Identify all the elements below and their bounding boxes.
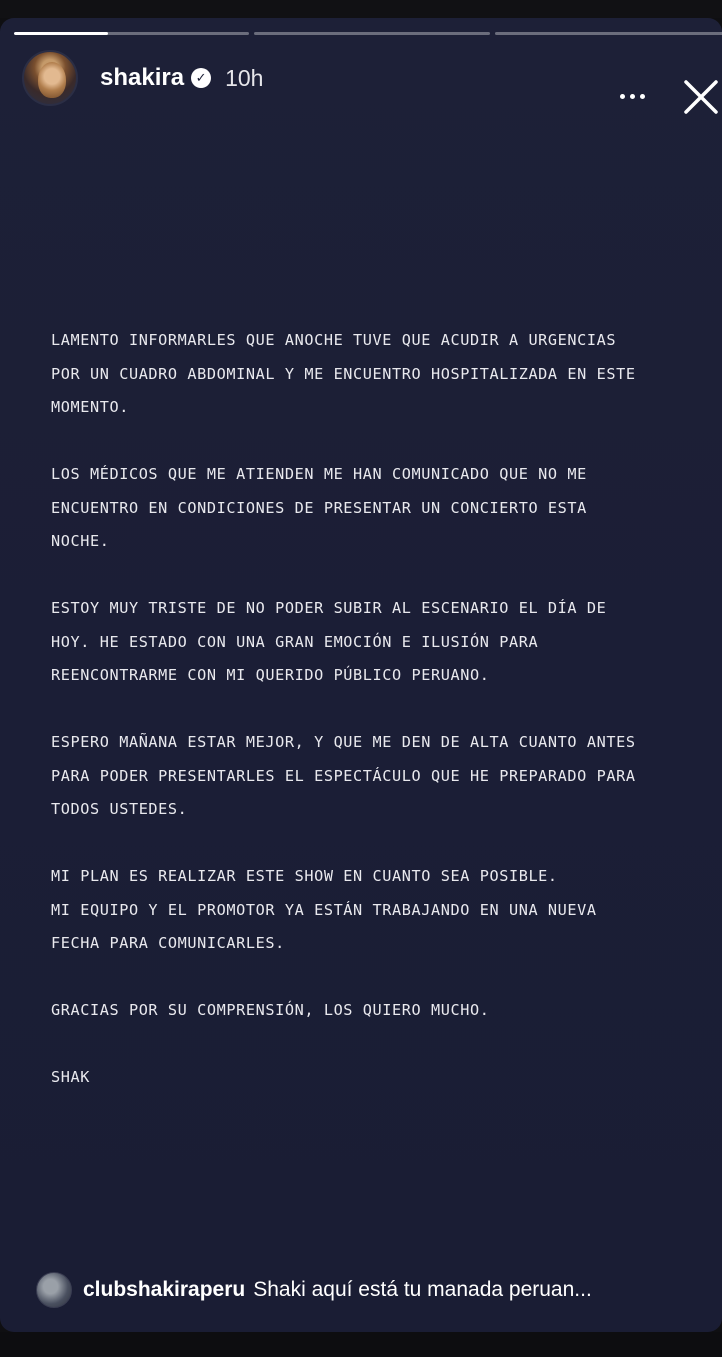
dot-icon xyxy=(620,94,625,99)
message-line: MI EQUIPO Y EL PROMOTOR YA ESTÁN TRABAJANDO EN UNA NUEVA xyxy=(51,900,597,919)
more-options-button[interactable] xyxy=(612,78,652,114)
message-line: NOCHE. xyxy=(51,532,110,550)
message-line: SHAK xyxy=(51,1068,90,1086)
reply-text: Shaki aquí está tu manada peruan... xyxy=(253,1278,592,1301)
message-line: ESPERO MAÑANA ESTAR MEJOR, Y QUE ME DEN DE ALTA CUANTO ANTES xyxy=(51,733,636,751)
message-line: PARA PODER PRESENTARLES EL ESPECTÁCULO QUE HE PREPARADO PARA xyxy=(51,766,636,785)
dot-icon xyxy=(640,94,645,99)
message-line: HOY. HE ESTADO CON UNA GRAN EMOCIÓN E ILUSIÓN PARA xyxy=(51,632,539,651)
reply-username[interactable]: clubshakiraperu xyxy=(83,1278,246,1301)
story-progress-bar xyxy=(14,32,722,36)
status-area xyxy=(0,0,722,18)
message-line: LOS MÉDICOS QUE ME ATIENDEN ME HAN COMUNICADO QUE NO ME xyxy=(51,465,587,483)
message-line: REENCONTRARME CON MI QUERIDO PÚBLICO PERUANO. xyxy=(51,666,490,684)
message-paragraph xyxy=(51,324,716,425)
message-paragraph xyxy=(51,994,716,1028)
bottom-bar xyxy=(0,1332,722,1357)
message-line: TODOS USTEDES. xyxy=(51,800,188,818)
message-line: MI PLAN ES REALIZAR ESTE SHOW EN CUANTO SEA POSIBLE. xyxy=(51,867,558,885)
message-paragraph xyxy=(51,860,716,961)
message-paragraph xyxy=(51,592,716,693)
message-paragraph xyxy=(51,1061,716,1095)
dot-icon xyxy=(630,94,635,99)
message-line: ENCUENTRO EN CONDICIONES DE PRESENTAR UN CONCIERTO ESTA xyxy=(51,498,587,517)
progress-segment xyxy=(495,32,722,35)
message-line: POR UN CUADRO ABDOMINAL Y ME ENCUENTRO HOSPITALIZADA EN ESTE xyxy=(51,364,636,383)
post-time: 10h xyxy=(225,64,264,91)
message-paragraph xyxy=(51,458,716,559)
story-viewer[interactable] xyxy=(0,18,722,1332)
progress-segment xyxy=(254,32,489,35)
progress-fill xyxy=(14,32,108,35)
close-button[interactable] xyxy=(680,76,722,118)
message-paragraph xyxy=(51,726,716,827)
message-line: LAMENTO INFORMARLES QUE ANOCHE TUVE QUE ACUDIR A URGENCIAS xyxy=(51,331,617,349)
verified-badge-icon: ✓ xyxy=(191,68,211,88)
reply-avatar[interactable] xyxy=(36,1272,72,1308)
progress-segment xyxy=(14,32,249,35)
message-line: FECHA PARA COMUNICARLES. xyxy=(51,934,285,952)
avatar[interactable] xyxy=(22,50,78,106)
story-message xyxy=(51,324,716,1128)
close-icon xyxy=(680,76,722,118)
message-line: MOMENTO. xyxy=(51,398,129,416)
username[interactable]: shakira xyxy=(100,64,185,91)
reply-comment[interactable] xyxy=(36,1272,712,1308)
message-line: GRACIAS POR SU COMPRENSIÓN, LOS QUIERO MUCHO. xyxy=(51,1001,490,1019)
message-line: ESTOY MUY TRISTE DE NO PODER SUBIR AL ESCENARIO EL DÍA DE xyxy=(51,599,607,617)
